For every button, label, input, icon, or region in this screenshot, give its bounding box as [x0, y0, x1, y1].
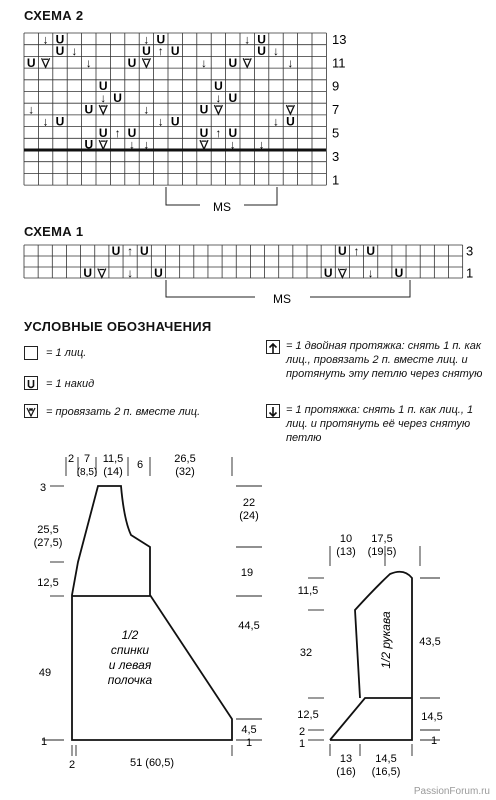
body-right-dim-2: 19	[240, 567, 254, 579]
body-left-dim-4: 49	[38, 667, 52, 679]
ssk-symbol: ↓	[71, 44, 78, 59]
ssk-symbol: ↓	[42, 114, 49, 129]
double-decrease-symbol: ↑	[215, 125, 222, 140]
k2tog-symbol	[98, 269, 106, 278]
sleeve-top-dim-1: (13)	[336, 546, 356, 558]
k2tog-symbol	[286, 105, 294, 114]
body-pattern-diagram	[0, 450, 300, 780]
yarn-over-symbol: U	[257, 44, 266, 59]
body-right-dim-4: 4,5	[241, 724, 257, 736]
ssk-symbol: ↓	[229, 137, 236, 152]
yarn-over-symbol: U	[170, 114, 180, 129]
yarn-over-symbol: U	[214, 79, 223, 94]
ssk-symbol: ↓	[244, 32, 251, 47]
double-decrease-symbol: ↑	[157, 44, 164, 59]
ssk-symbol: ↓	[129, 137, 135, 152]
double-decrease-legend-icon	[266, 340, 280, 354]
scheme2-row-label: 3	[332, 148, 340, 164]
yarn-over-symbol: U	[139, 244, 149, 258]
yarn-over-symbol: U	[170, 44, 180, 59]
yarn-over-symbol: U	[84, 102, 94, 117]
body-left-dim-0: 3	[39, 482, 47, 494]
scheme1-row-label: 1	[466, 265, 474, 281]
yarn-over-symbol: U	[26, 55, 36, 70]
sleeve-pattern-diagram	[280, 530, 496, 780]
ssk-symbol: ↓	[85, 55, 92, 70]
scheme1-title: СХЕМА 1	[24, 224, 84, 239]
body-left-dim-3: 12,5	[37, 577, 59, 589]
yarn-over-symbol: U	[286, 114, 295, 129]
yarn-over-symbol: U	[55, 44, 65, 59]
body-right-dim-0: 22	[242, 497, 256, 509]
scheme2-row-label: 5	[332, 125, 340, 141]
body-right-dim-1: (24)	[239, 510, 259, 522]
scheme2-row-label: 13	[332, 31, 347, 47]
yarn-over-legend-icon	[24, 376, 38, 390]
body-top-dim-1: 7	[83, 453, 91, 465]
yarn-over-symbol: U	[154, 266, 163, 280]
knit-legend-text: = 1 лиц.	[46, 347, 87, 359]
ssk-symbol: ↓	[42, 32, 49, 47]
yarn-over-legend-text: = 1 накид	[46, 378, 95, 390]
k2tog-symbol	[42, 58, 50, 67]
ssk-symbol: ↓	[143, 137, 150, 152]
double-decrease-symbol: ↑	[127, 244, 134, 258]
scheme2-ms: MS	[213, 200, 231, 214]
legend-title: УСЛОВНЫЕ ОБОЗНАЧЕНИЯ	[24, 319, 212, 334]
yarn-over-symbol: U	[84, 137, 94, 152]
yarn-over-symbol: U	[228, 90, 238, 105]
body-left-dim-2: (27,5)	[33, 537, 63, 549]
ssk-symbol: ↓	[273, 44, 279, 59]
body-top-dim-4: (14)	[103, 466, 123, 478]
k2tog-symbol	[99, 140, 107, 149]
sleeve-left-dim-2: 12,5	[297, 709, 319, 721]
sleeve-left-dim-3: 2	[298, 726, 306, 738]
body-top-dim-0: 2	[67, 453, 75, 465]
sleeve-right-dim-2: 1	[430, 735, 438, 747]
double-decrease-symbol: ↑	[353, 244, 360, 258]
sleeve-top-dim-3: (19,5)	[367, 546, 397, 558]
yarn-over-symbol: U	[98, 79, 108, 94]
yarn-over-symbol: U	[199, 125, 209, 140]
ssk-symbol: ↓	[127, 266, 134, 280]
scheme2-row-label: 1	[332, 172, 340, 188]
ssk-symbol: ↓	[143, 102, 150, 117]
yarn-over-symbol: U	[366, 244, 376, 258]
k2tog-symbol	[338, 269, 346, 278]
scheme2-chart	[0, 0, 496, 225]
body-left-dim-1: 25,5	[37, 524, 59, 536]
scheme2-title: СХЕМА 2	[24, 8, 84, 23]
body-top-dim-2: (8,5)	[76, 467, 98, 478]
body-label-line-0: 1/2	[121, 628, 139, 642]
k2tog-symbol	[214, 105, 222, 114]
body-label-line-1: спинки	[110, 643, 150, 657]
body-left-dim-5: 1	[40, 736, 48, 748]
body-bottom-dim: 51 (60,5)	[129, 757, 175, 769]
yarn-over-symbol: U	[257, 32, 266, 47]
body-top-dim-7: (32)	[175, 466, 195, 478]
k2tog-symbol	[200, 140, 208, 149]
ssk-symbol: ↓	[100, 90, 107, 105]
k2tog-legend-icon	[24, 404, 38, 418]
yarn-over-symbol: U	[113, 90, 122, 105]
ssk-legend-text: = 1 протяжка: снять 1 п. как лиц., 1 лиц. и протянуть её через снятую петлю	[286, 404, 474, 444]
body-top-dim-3: 11,5	[102, 453, 124, 465]
body-left-dim-6: 2	[68, 759, 76, 771]
sleeve-left-dim-1: 32	[299, 647, 313, 659]
body-right-dim-3: 44,5	[238, 620, 260, 632]
yarn-over-symbol: U	[111, 244, 121, 258]
ssk-symbol: ↓	[215, 90, 222, 105]
ssk-symbol: ↓	[273, 114, 279, 129]
yarn-over-symbol: U	[142, 44, 151, 59]
yarn-over-symbol: U	[83, 266, 93, 280]
ssk-symbol: ↓	[367, 266, 374, 280]
ssk-symbol: ↓	[28, 102, 35, 117]
sleeve-top-dim-0: 10	[339, 533, 353, 545]
sleeve-top-dim-2: 17,5	[371, 533, 393, 545]
body-top-dim-6: 26,5	[174, 453, 196, 465]
k2tog-symbol	[142, 58, 150, 67]
body-right-dim-5: 1	[245, 737, 253, 749]
ssk-symbol: ↓	[157, 114, 164, 129]
yarn-over-symbol: U	[228, 125, 238, 140]
yarn-over-symbol: U	[98, 125, 108, 140]
yarn-over-symbol: U	[127, 55, 137, 70]
scheme1-chart	[0, 225, 496, 310]
sleeve-bottom-dim-0: 13	[339, 753, 353, 765]
sleeve-left-dim-0: 11,5	[297, 585, 319, 597]
watermark: PassionForum.ru	[413, 786, 490, 797]
yarn-over-symbol: U	[228, 55, 238, 70]
scheme1-ms: MS	[273, 292, 291, 306]
double-decrease-symbol: ↑	[114, 125, 121, 140]
scheme1-row-label: 3	[466, 243, 474, 259]
k2tog-symbol	[243, 58, 251, 67]
sleeve-bottom-dim-2: 14,5	[375, 753, 397, 765]
yarn-over-symbol: U	[199, 102, 209, 117]
double-decrease-legend-text: = 1 двойная протяжка: снять 1 п. как лиц., провязать 2 п. вместе лиц. и протянуть эту петлю через снятую	[286, 340, 483, 380]
sleeve-right-dim-0: 43,5	[419, 636, 441, 648]
scheme2-row-label: 9	[332, 78, 340, 94]
sleeve-label: 1/2 рукава	[379, 611, 393, 669]
yarn-over-symbol: U	[394, 266, 404, 280]
ssk-legend-icon	[266, 404, 280, 418]
k2tog-symbol	[99, 105, 107, 114]
yarn-over-symbol: U	[156, 32, 166, 47]
scheme2-row-label: 11	[332, 55, 346, 71]
knit-legend-icon	[24, 346, 38, 360]
yarn-over-symbol: U	[127, 125, 137, 140]
yarn-over-symbol: U	[323, 266, 333, 280]
sleeve-bottom-dim-1: (16)	[336, 766, 356, 778]
k2tog-legend-text: = провязать 2 п. вместе лиц.	[46, 406, 201, 418]
sleeve-right-dim-1: 14,5	[421, 711, 443, 723]
yarn-over-symbol: U	[55, 32, 65, 47]
body-top-dim-5: 6	[136, 459, 144, 471]
yarn-over-symbol: U	[55, 114, 65, 129]
sleeve-bottom-dim-3: (16,5)	[371, 766, 401, 778]
ssk-symbol: ↓	[287, 55, 294, 70]
body-label-line-3: полочка	[107, 673, 153, 687]
scheme2-row-label: 7	[332, 102, 340, 118]
yarn-over-symbol: U	[338, 244, 347, 258]
sleeve-left-dim-4: 1	[298, 738, 306, 750]
ssk-symbol: ↓	[258, 137, 265, 152]
ssk-symbol: ↓	[201, 55, 207, 70]
body-label-line-2: и левая	[108, 658, 152, 672]
ssk-symbol: ↓	[143, 32, 150, 47]
